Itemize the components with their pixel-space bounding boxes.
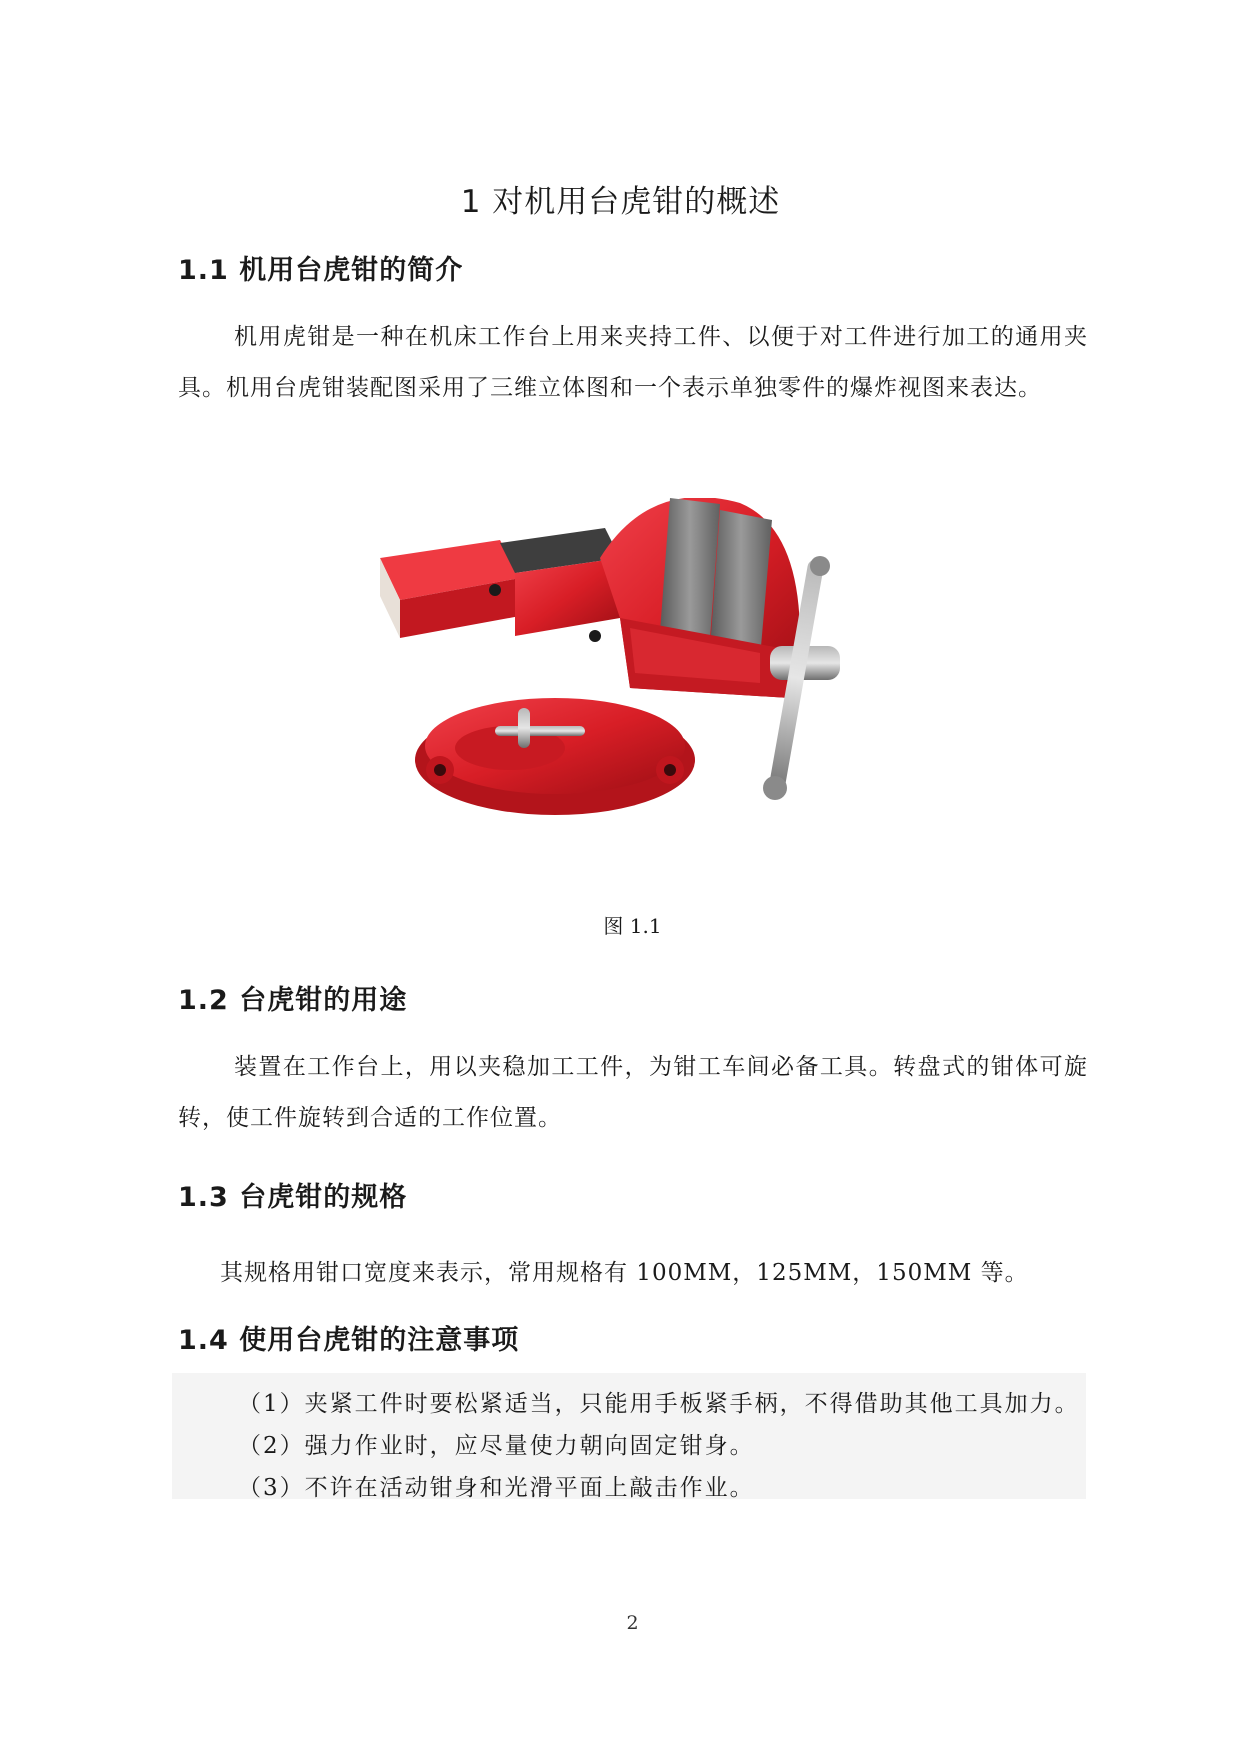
section-1-3-paragraph: 其规格用钳口宽度来表示，常用规格有 100MM，125MM，150MM 等。 bbox=[220, 1260, 1029, 1286]
chapter-title: 1 对机用台虎钳的概述 bbox=[460, 184, 781, 220]
section-heading-1-1: 1.1 机用台虎钳的简介 bbox=[178, 255, 464, 286]
section-heading-1-2: 1.2 台虎钳的用途 bbox=[178, 985, 408, 1016]
section-1-2-paragraph: 装置在工作台上，用以夹稳加工工件，为钳工车间必备工具。转盘式的钳体可旋转，使工件旋转到合适的工作位置。 bbox=[178, 1054, 1088, 1131]
section-heading-1-4: 1.4 使用台虎钳的注意事项 bbox=[178, 1325, 520, 1356]
bench-vise-figure bbox=[380, 498, 940, 888]
section-1-1-paragraph: 机用虎钳是一种在机床工作台上用来夹持工件、以便于对工件进行加工的通用夹具。机用台虎钳装配图采用了三维立体图和一个表示单独零件的爆炸视图来表达。 bbox=[178, 324, 1088, 401]
page-number: 2 bbox=[626, 1612, 639, 1634]
section-heading-1-3: 1.3 台虎钳的规格 bbox=[178, 1182, 408, 1213]
note-item-3: （3）不许在活动钳身和光滑平面上敲击作业。 bbox=[238, 1475, 755, 1501]
note-item-1: （1）夹紧工件时要松紧适当，只能用手板紧手柄，不得借助其他工具加力。 bbox=[238, 1391, 1080, 1417]
figure-caption: 图 1.1 bbox=[603, 914, 662, 938]
bench-vise-illustration bbox=[380, 498, 940, 888]
note-item-2: （2）强力作业时，应尽量使力朝向固定钳身。 bbox=[238, 1433, 755, 1459]
